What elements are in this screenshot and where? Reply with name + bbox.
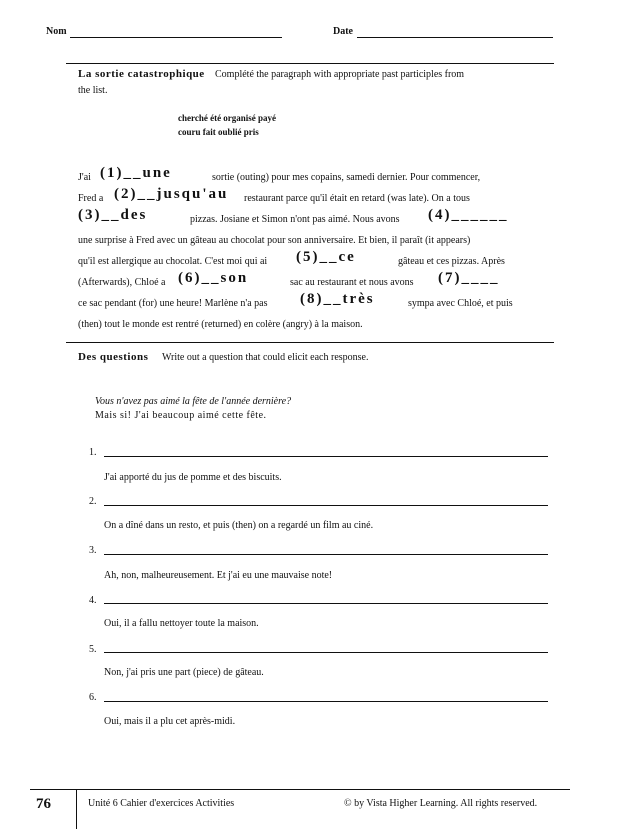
section1-rule xyxy=(66,63,554,64)
para-text: qu'il est allergique au chocolat. C'est moi qui ai xyxy=(78,256,268,267)
date-line[interactable] xyxy=(357,37,553,38)
item-response: Oui, mais il a plu cet après-midi. xyxy=(104,716,236,727)
answer-blank-3[interactable]: (3)__des xyxy=(78,207,148,223)
item-number: 6. xyxy=(89,692,97,703)
copyright: © by Vista Higher Learning. All rights reserved. xyxy=(344,798,538,809)
book-title: Unité 6 Cahier d'exercices Activities xyxy=(88,798,235,809)
date-label: Date xyxy=(333,26,353,37)
example-answer: Mais si! J'ai beaucoup aimé cette fête. xyxy=(95,410,267,421)
name-line[interactable] xyxy=(70,37,282,38)
para-text: sortie (outing) pour mes copains, samedi dernier. Pour commencer, xyxy=(212,172,481,183)
item-response: Non, j'ai pris une part (piece) de gâteau. xyxy=(104,667,264,678)
word-bank-row2: couru fait oublié pris xyxy=(178,127,259,137)
footer-rule xyxy=(30,789,570,790)
para-text: (Afterwards), Chloé a xyxy=(78,277,166,288)
answer-line-1[interactable] xyxy=(104,456,548,457)
answer-blank-7[interactable]: (7)____ xyxy=(438,270,500,286)
item-number: 1. xyxy=(89,447,97,458)
section2-instructions: Write out a question that could elicit each response. xyxy=(162,352,369,363)
para-text: (then) tout le monde est rentré (returned) en colère (angry) à la maison. xyxy=(78,319,363,330)
answer-blank-2[interactable]: (2)__jusqu'au xyxy=(114,186,229,202)
section1-instructions-cont: the list. xyxy=(78,85,108,96)
item-number: 2. xyxy=(89,496,97,507)
answer-line-3[interactable] xyxy=(104,554,548,555)
para-text: gâteau et ces pizzas. Après xyxy=(398,256,505,267)
answer-blank-4[interactable]: (4)______ xyxy=(428,207,509,223)
section2-title: Des questions xyxy=(78,351,149,363)
answer-line-6[interactable] xyxy=(104,701,548,702)
answer-blank-1[interactable]: (1)__une xyxy=(100,165,172,181)
item-response: On a dîné dans un resto, et puis (then) on a regardé un film au ciné. xyxy=(104,520,374,531)
section2-rule xyxy=(66,342,554,343)
item-response: Ah, non, malheureusement. Et j'ai eu une mauvaise note! xyxy=(104,570,333,581)
answer-blank-8[interactable]: (8)__très xyxy=(300,291,375,307)
para-text: Fred a xyxy=(78,193,104,204)
answer-blank-6[interactable]: (6)__son xyxy=(178,270,249,286)
item-number: 3. xyxy=(89,545,97,556)
item-response: Oui, il a fallu nettoyer toute la maison. xyxy=(104,618,259,629)
example-question: Vous n'avez pas aimé la fête de l'année dernière? xyxy=(95,396,292,407)
para-text: restaurant parce qu'il était en retard (was late). On a tous xyxy=(244,193,470,204)
answer-blank-5[interactable]: (5)__ce xyxy=(296,249,356,265)
answer-line-4[interactable] xyxy=(104,603,548,604)
word-bank-row1: cherché été organisé payé xyxy=(178,113,277,123)
section1-instructions: Complété the paragraph with appropriate past participles from xyxy=(215,69,465,80)
para-text: pizzas. Josiane et Simon n'ont pas aimé. Nous avons xyxy=(190,214,400,225)
answer-line-5[interactable] xyxy=(104,652,548,653)
footer-divider xyxy=(76,789,77,829)
item-number: 4. xyxy=(89,595,97,606)
item-number: 5. xyxy=(89,644,97,655)
answer-line-2[interactable] xyxy=(104,505,548,506)
name-label: Nom xyxy=(46,26,67,37)
section1-title: La sortie catastrophique xyxy=(78,68,205,80)
para-text: ce sac pendant (for) une heure! Marlène n'a pas xyxy=(78,298,268,309)
item-response: J'ai apporté du jus de pomme et des biscuits. xyxy=(104,472,282,483)
para-text: une surprise à Fred avec un gâteau au chocolat pour son anniversaire. Et bien, il paraît (it appears) xyxy=(78,235,471,246)
para-text: J'ai xyxy=(78,172,91,183)
para-text: sac au restaurant et nous avons xyxy=(290,277,414,288)
para-text: sympa avec Chloé, et puis xyxy=(408,298,513,309)
page-number: 76 xyxy=(36,796,51,812)
